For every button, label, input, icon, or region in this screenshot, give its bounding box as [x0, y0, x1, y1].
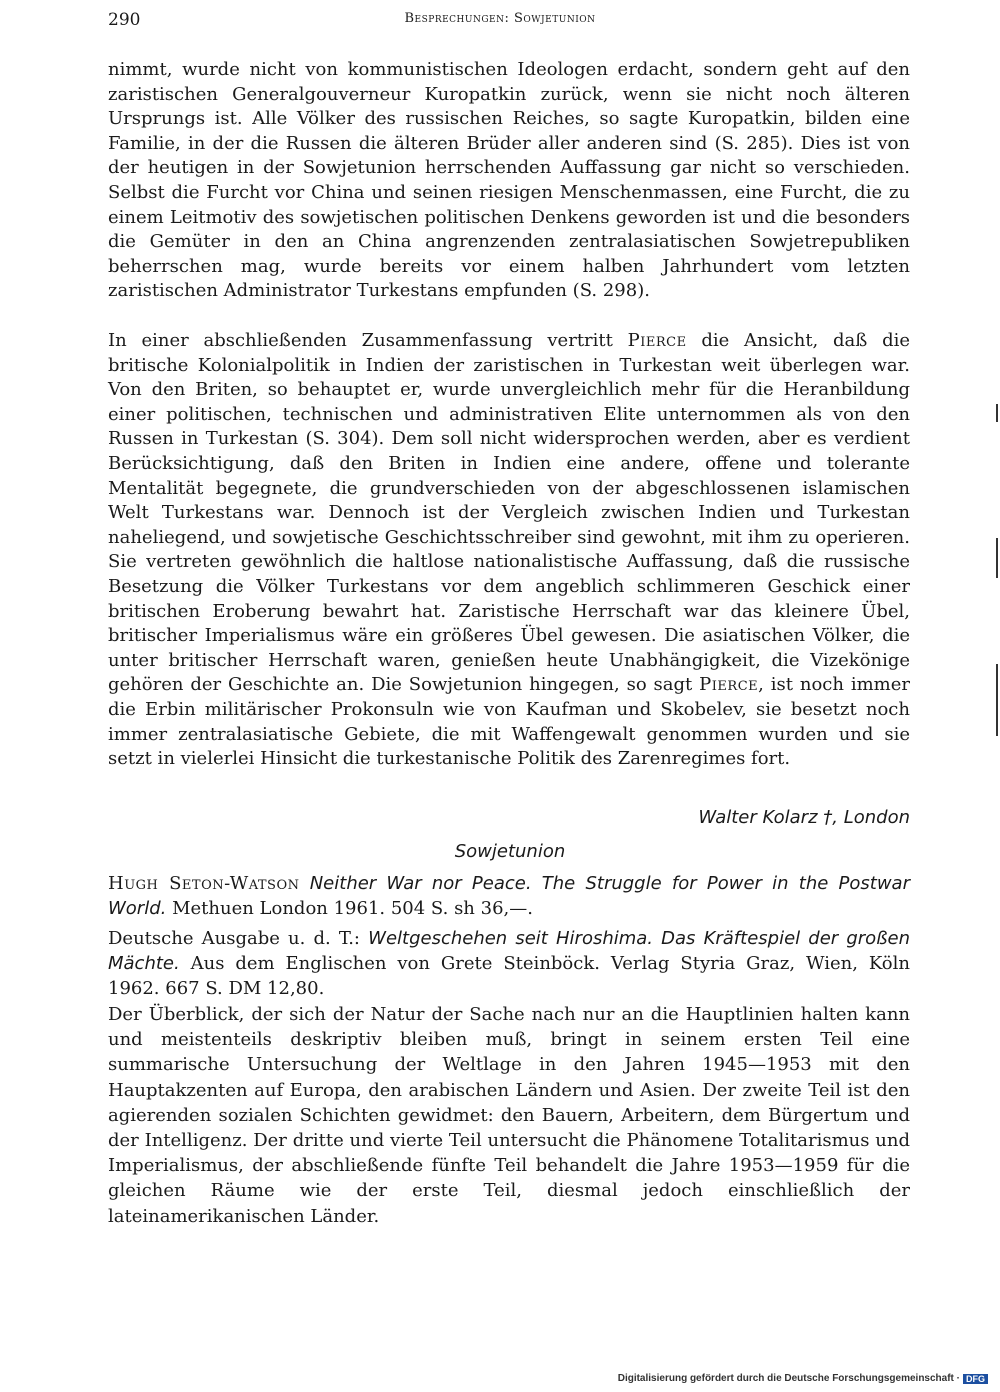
book-author: Hugh Seton-Watson: [108, 873, 300, 894]
german-edition-publication: Aus dem Englischen von Grete Steinböck. Verlag Styria Graz, Wien, Köln 1962. 667 S. DM 12,80.: [108, 953, 910, 999]
german-edition-entry: [108, 926, 910, 1001]
footer-text: Digitalisierung gefördert durch die Deutsche Forschungsgemeinschaft ·: [617, 1373, 960, 1384]
author-name-pierce-2: Pierce: [699, 674, 759, 696]
section-heading: Sowjetunion: [454, 841, 566, 862]
bibliographic-entry: [108, 871, 910, 921]
review-2-body: Der Überblick, der sich der Natur der Sache nach nur an die Hauptlinien halten kann und meistenteils deskriptiv bleiben muß, bringt in seinem ersten Teil eine summarische Untersuchung der Weltlage in den Jahren 1945—1953 mit den Hauptakzenten auf Europa, den arabischen Ländern und Asien. Der zweite Teil ist den agierenden sozialen Schichten gewidmet: den Bauern, Arbeitern, dem Bürgertum und der Intelligenz. Der dritte und vierte Teil untersucht die Phänomene Totalitarismus und Imperialismus, der abschließende fünfte Teil behandelt die Jahre 1953—1959 für die gleichen Räume wie der erste Teil, diesmal jedoch einschließlich der lateinamerikanischen Länder.: [108, 1004, 910, 1227]
author-name-pierce: Pierce: [627, 330, 687, 351]
review-paragraph-1: nimmt, wurde nicht von kommunistischen Ideologen erdacht, sondern geht auf den zaristischen Generalgouverneur Kuropatkin zurück, wenn sie nicht noch älteren Ursprungs ist. Alle Völker des russischen Reiches, so sagte Kuropatkin, bilden eine Familie, in der die Russen die älteren Brüder aller anderen sind (S. 285). Dies ist von der heutigen in der Sowjetunion herrschenden Auffassung gar nicht so verschieden. Selbst die Furcht vor China und seinen riesigen Menschenmassen, eine Furcht, die zu einem Leitmotiv des sowjetischen politischen Denkens geworden ist und die besonders die Gemüter in den an China angrenzenden zentralasiatischen Sowjetrepubliken beherrschen mag, wurde bereits vor einem halben Jahrhundert vom letzten zaristischen Administrator Turkestans empfunden (S. 298).: [108, 59, 910, 302]
footer-credit: [618, 1373, 988, 1384]
dfg-logo: DFG: [963, 1374, 988, 1384]
margin-mark: [996, 538, 998, 578]
margin-mark: [996, 664, 998, 736]
margin-mark: [996, 404, 998, 422]
german-edition-prefix: Deutsche Ausgabe u. d. T.:: [108, 928, 369, 949]
review-paragraph-2: [108, 329, 910, 772]
book-title: Neither War nor Peace. The Struggle for Power in the Postwar World.: [108, 873, 910, 919]
paragraph-2-part-c: , ist noch immer die Erbin militärischer Prokonsuln wie von Kaufman und Skobelev, sie besetzt noch immer zentralasiatische Gebiete, die mit Waffengewalt genommen wurden und sie setzt in vielerlei Hinsicht die turkestanische Politik des Zarenregimes fort.: [108, 674, 910, 770]
paragraph-2-part-a: In einer abschließenden Zusammenfassung vertritt: [108, 330, 628, 351]
book-publication: Methuen London 1961. 504 S. sh 36,—.: [166, 898, 533, 919]
german-edition-title: Weltgeschehen seit Hiroshima. Das Kräftespiel der großen Mächte.: [108, 928, 910, 974]
paragraph-2-part-b: die Ansicht, daß die britische Kolonialpolitik in Indien der zaristischen in Turkestan weit überlegen war. Von den Briten, so behauptet er, wurde unvergleichlich mehr für die Heranbildung einer politischen, technischen und administrativen Elite unternommen als von den Russen in Turkestan (S. 304). Dem soll nicht widersprochen werden, aber es verdient Berücksichtigung, daß den Briten in Indien eine andere, offene und tolerante Mentalität begegnete, die grundverschieden von der abgeschlossenen islamischen Welt Turkestans war. Dennoch ist der Vergleich zwischen Indien und Turkestan naheliegend, und sowjetische Geschichtsschreiber sind gewohnt, mit ihm zu operieren. Sie vertreten gewöhnlich die haltlose nationalistische Auffassung, daß die russische Besetzung die Völker Turkestans vor dem angeblich schlimmeren Geschick einer britischen Eroberung bewahrt hat. Zaristische Herrschaft war das kleinere Übel, britischer Imperialismus wäre ein größeres Übel gewesen. Die asiatischen Völker, die unter britischer Herrschaft waren, genießen heute Unabhängigkeit, die Vizekönige gehören der Geschichte an. Die Sowjetunion hingegen, so sagt: [108, 330, 910, 696]
page-number: 290: [108, 10, 141, 30]
reviewer-signature: Walter Kolarz †, London: [698, 807, 910, 828]
running-head: Besprechungen: Sowjetunion: [404, 11, 596, 26]
